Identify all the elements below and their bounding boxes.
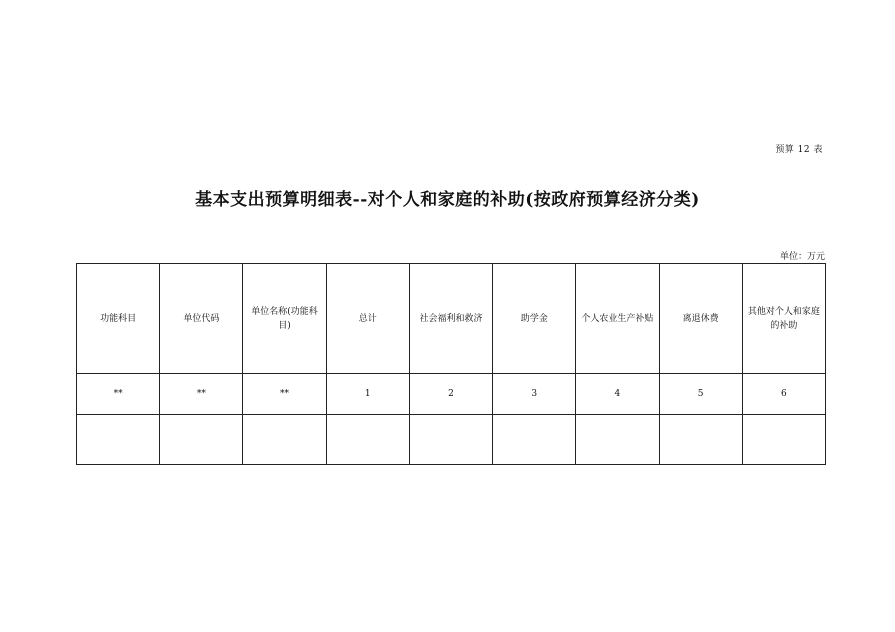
code-cell: 3	[493, 374, 576, 415]
header-cell: 助学金	[493, 264, 576, 374]
data-cell	[576, 415, 659, 465]
data-cell	[493, 415, 576, 465]
code-cell: 5	[659, 374, 742, 415]
data-cell	[742, 415, 825, 465]
code-cell: 2	[409, 374, 492, 415]
data-cell	[409, 415, 492, 465]
code-cell: 4	[576, 374, 659, 415]
budget-table	[76, 263, 826, 465]
empty-data-row	[77, 415, 826, 465]
header-cell: 单位代码	[160, 264, 243, 374]
code-cell: **	[243, 374, 326, 415]
page-title: 基本支出预算明细表--对个人和家庭的补助(按政府预算经济分类)	[195, 190, 700, 210]
table-header-row	[77, 264, 826, 374]
code-cell: **	[77, 374, 160, 415]
data-cell	[160, 415, 243, 465]
header-cell: 个人农业生产补贴	[576, 264, 659, 374]
code-cell: **	[160, 374, 243, 415]
code-cell: 1	[326, 374, 409, 415]
header-cell: 社会福利和救济	[409, 264, 492, 374]
header-cell: 单位名称(功能科目)	[243, 264, 326, 374]
code-row	[77, 374, 826, 415]
data-cell	[326, 415, 409, 465]
form-number: 预算 12 表	[775, 145, 823, 155]
header-cell: 其他对个人和家庭的补助	[742, 264, 825, 374]
header-cell: 总计	[326, 264, 409, 374]
unit-label: 单位：万元	[779, 252, 825, 262]
header-cell: 功能科目	[77, 264, 160, 374]
data-cell	[659, 415, 742, 465]
data-cell	[243, 415, 326, 465]
data-cell	[77, 415, 160, 465]
code-cell: 6	[742, 374, 825, 415]
header-cell: 离退休费	[659, 264, 742, 374]
